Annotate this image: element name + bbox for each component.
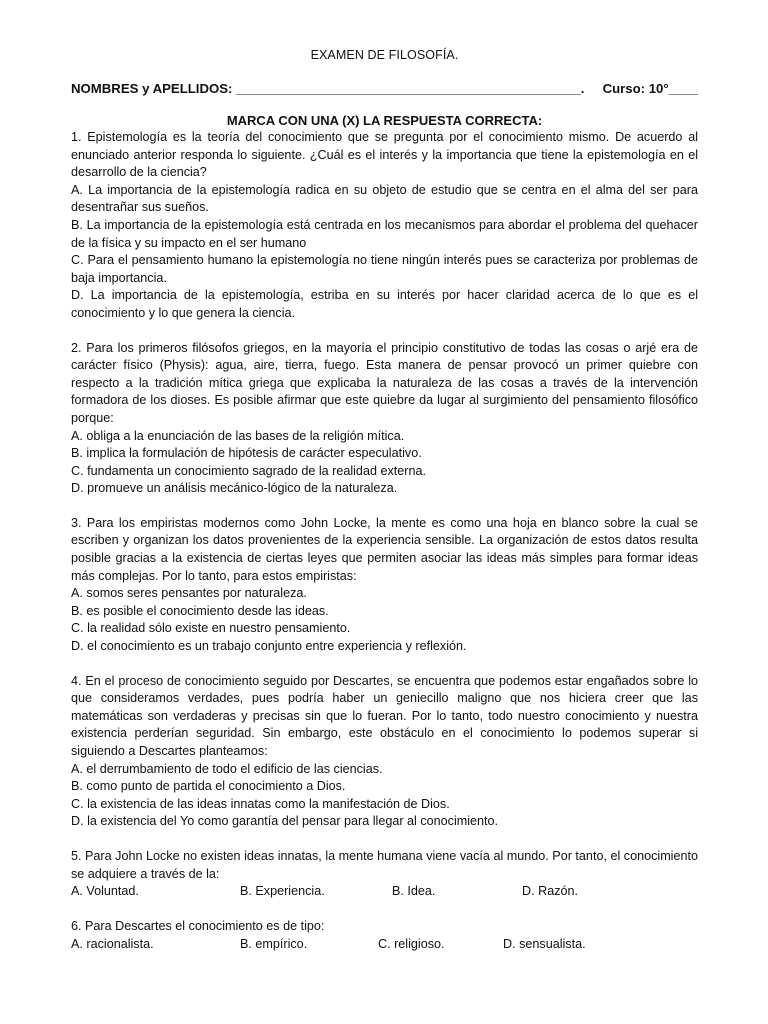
question-4-option-d: D. la existencia del Yo como garantía del pensar para llegar al conocimiento. xyxy=(71,814,499,829)
course-field-label: Curso: 10°____ xyxy=(602,81,698,96)
exam-page xyxy=(71,48,698,971)
question-5-text: 5. Para John Locke no existen ideas innatas, la mente humana viene vacía al mundo. Por tanto, el conocimiento se adquiere a través de la: xyxy=(71,848,698,881)
question-6-options xyxy=(71,936,698,954)
question-1-option-b: B. La importancia de la epistemología está centrada en los mecanismos para abordar el problema del quehacer de la física y su impacto en el ser humano xyxy=(71,217,698,250)
question-4-option-a: A. el derrumbamiento de todo el edificio de las ciencias. xyxy=(71,761,383,776)
question-6-option-c: C. religioso. xyxy=(378,936,445,951)
exam-instruction: MARCA CON UNA (X) LA RESPUESTA CORRECTA: xyxy=(226,113,543,128)
question-3-option-a: A. somos seres pensantes por naturaleza. xyxy=(71,586,307,601)
question-5-option-c: B. Idea. xyxy=(392,884,436,899)
question-5-option-b: B. Experiencia. xyxy=(240,884,325,899)
question-1-text: 1. Epistemología es la teoría del conocimiento que se pregunta por el conocimiento mismo. De acuerdo al enunciado anterior responda lo siguiente. ¿Cuál es el interés y la importancia que tiene la epistemología en el desarrollo de la ciencia? xyxy=(71,130,698,180)
question-6-option-a: A. racionalista. xyxy=(71,936,154,951)
question-6-option-d: D. sensualista. xyxy=(503,936,586,951)
question-1-option-c: C. Para el pensamiento humano la epistemología no tiene ningún interés pues se caracteriza por problemas de baja importancia. xyxy=(71,253,698,285)
question-2-option-a: A. obliga a la enunciación de las bases de la religión mítica. xyxy=(71,428,405,443)
question-3-option-d: D. el conocimiento es un trabajo conjunto entre experiencia y reflexión. xyxy=(71,639,467,654)
question-3-text: 3. Para los empiristas modernos como John Locke, la mente es como una hoja en blanco sobre la cual se escriben y organizan los datos provenientes de la experiencia sensible. La organización de estos datos resulta posible gracias a la existencia de ciertas leyes que permiten asociar las ideas más simples para formar ideas más complejas. Por lo tanto, para estos empiristas: xyxy=(71,515,698,583)
question-2-option-d: D. promueve un análisis mecánico-lógico de la naturaleza. xyxy=(71,481,398,496)
exam-title: EXAMEN DE FILOSOFÍA. xyxy=(310,48,459,62)
question-5-options xyxy=(71,883,698,901)
question-4-text: 4. En el proceso de conocimiento seguido por Descartes, se encuentra que podemos estar engañados sobre lo que consideramos verdades, pues podría haber un geniecillo maligno que nos hiciera creer que las matemáticas son verdaderas y precisas sin que lo fueran. Por lo tanto, todo nuestro conocimiento y nuestra existencia perderían seguridad. Sin embargo, este obstáculo en el conocimiento lo podemos superar si siguiendo a Descartes planteamos: xyxy=(71,673,698,758)
question-4-option-b: B. como punto de partida el conocimiento a Dios. xyxy=(71,779,346,794)
question-5-option-d: D. Razón. xyxy=(522,884,578,899)
question-6-text: 6. Para Descartes el conocimiento es de tipo: xyxy=(71,919,325,934)
student-header xyxy=(71,81,698,96)
question-1 xyxy=(71,129,698,323)
question-3 xyxy=(71,515,698,656)
question-2-option-c: C. fundamenta un conocimiento sagrado de la realidad externa. xyxy=(71,463,426,478)
question-4-option-c: C. la existencia de las ideas innatas como la manifestación de Dios. xyxy=(71,796,450,811)
question-3-option-c: C. la realidad sólo existe en nuestro pensamiento. xyxy=(71,621,351,636)
question-5 xyxy=(71,848,698,901)
names-field-label: NOMBRES y APELLIDOS: _______________________________________________. xyxy=(71,81,585,96)
question-5-option-a: A. Voluntad. xyxy=(71,884,139,899)
question-6 xyxy=(71,918,698,954)
question-3-option-b: B. es posible el conocimiento desde las ideas. xyxy=(71,603,329,618)
question-1-option-a: A. La importancia de la epistemología radica en su objeto de estudio que se centra en el alma del ser para desentrañar sus sueños. xyxy=(71,182,698,215)
question-6-option-b: B. empírico. xyxy=(240,936,308,951)
question-2-text: 2. Para los primeros filósofos griegos, en la mayoría el principio constitutivo de todas las cosas o arjé era de carácter físico (Physis): agua, aire, tierra, fuego. Esta manera de pensar provocó un primer quiebre con respecto a la tradición mítica griega que explicaba la naturaleza de las cosas a través de la intervención formadora de los dioses. Es posible afirmar que este quiebre da lugar al surgimiento del pensamiento filosófico porque: xyxy=(71,340,698,425)
question-1-option-d: D. La importancia de la epistemología, estriba en su interés por hacer claridad acerca de lo que es el conocimiento y lo que genera la ciencia. xyxy=(71,288,698,320)
question-4 xyxy=(71,673,698,831)
question-2 xyxy=(71,340,698,498)
question-2-option-b: B. implica la formulación de hipótesis de carácter especulativo. xyxy=(71,446,422,461)
